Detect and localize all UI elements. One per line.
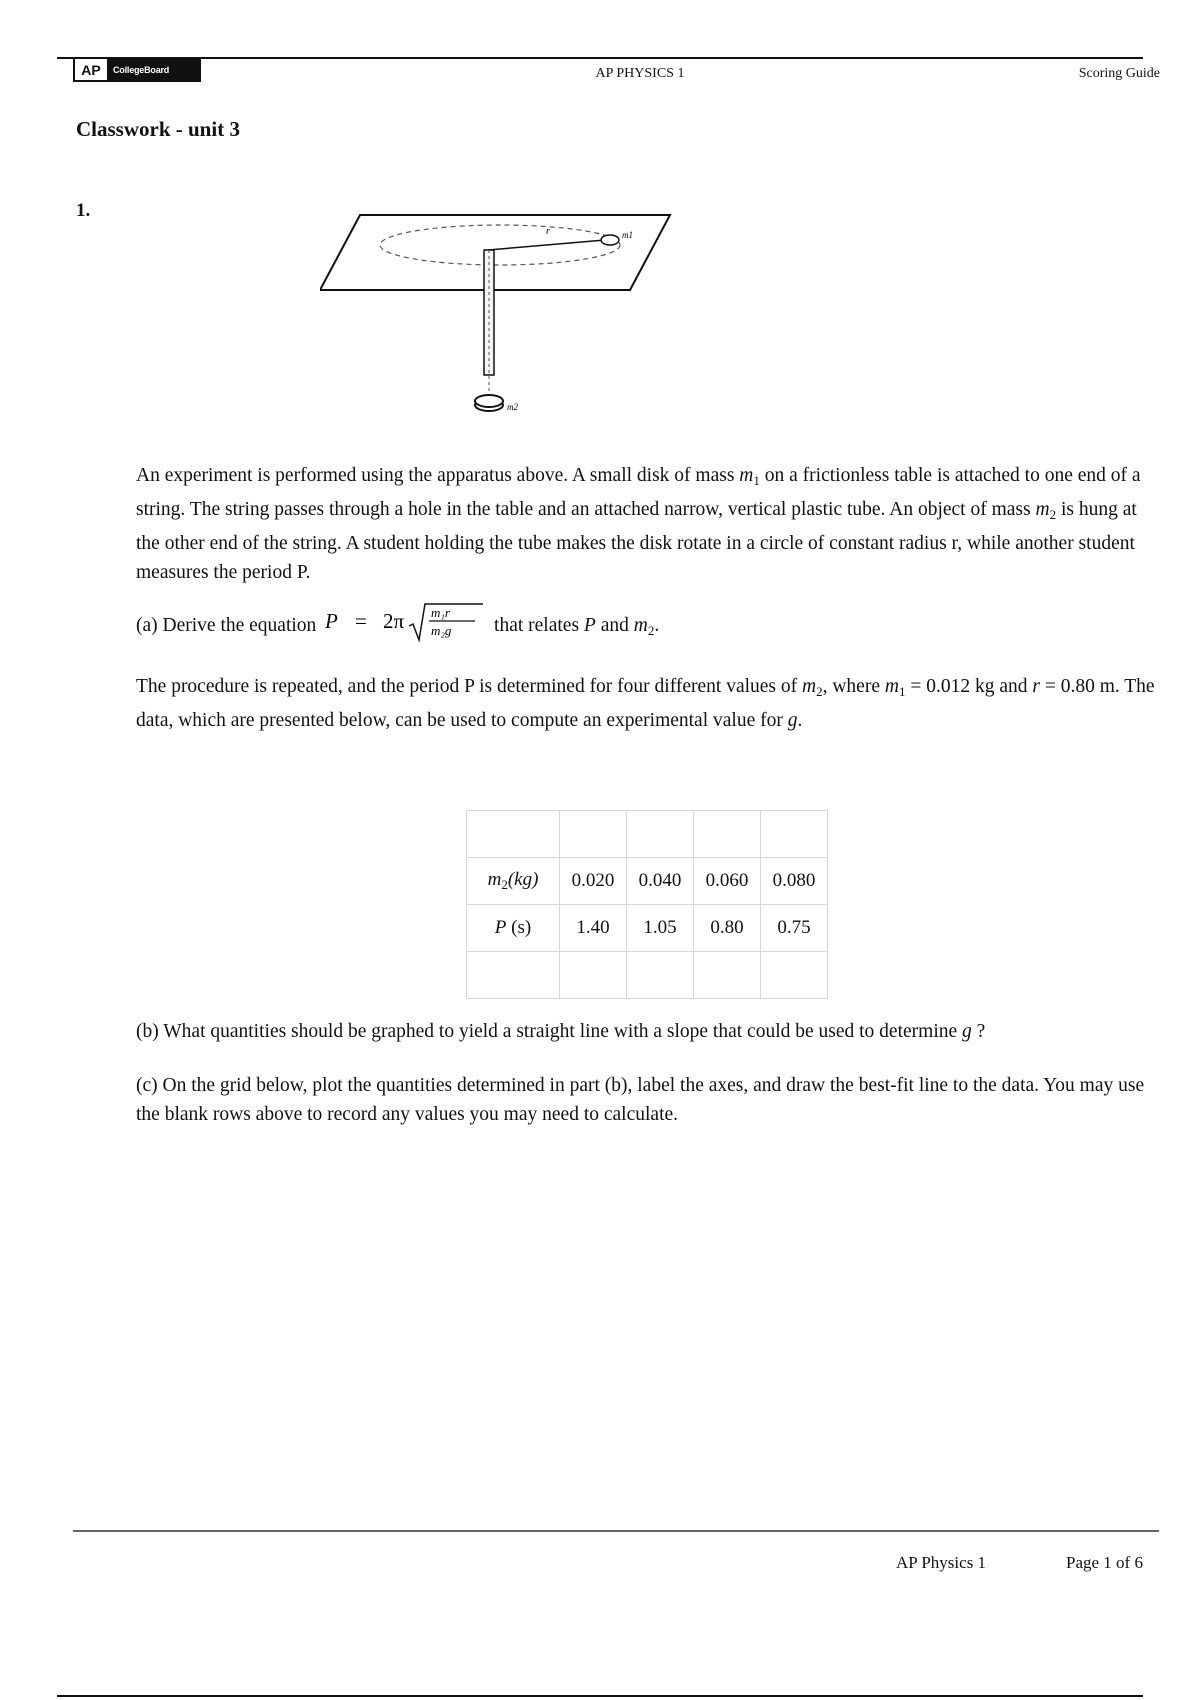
header-scoring-guide: Scoring Guide [1078, 66, 1160, 81]
footer-page-number: Page 1 of 6 [1066, 1553, 1143, 1572]
ap-collegeboard-logo [73, 57, 201, 82]
footer-course: AP Physics 1 [896, 1553, 987, 1572]
table-cell: 0.060 [694, 858, 761, 905]
svg-text:m₁r: m₁r [431, 605, 451, 620]
svg-text:m₂g: m₂g [431, 623, 452, 638]
svg-text:2π: 2π [383, 609, 405, 633]
disk-m1 [601, 235, 619, 245]
svg-text:P: P [325, 609, 338, 633]
label-m2: m2 [507, 402, 518, 412]
table-cell: 0.80 [694, 905, 761, 952]
part-c: (c) On the grid below, plot the quantities determined in part (b), label the axes, and draw the best-fit line to the data. You may use the blank rows above to record any values you may need to calculate. [136, 1075, 1145, 1125]
table-cell: 0.75 [761, 905, 828, 952]
table-row-blank-bottom [467, 952, 828, 999]
period-row-label: P (s) [467, 905, 560, 952]
table-cell: 1.05 [627, 905, 694, 952]
intro-paragraph: An experiment is performed using the apparatus above. A small disk of mass $m_1$ on a frictionless table is attached to one end of a string. The string passes through a hole in the table and an attached narrow, vertical plastic tube. An object of mass $m_2$ is hung at the other end of the string. A student holding the tube makes the disk rotate in a circle of constant radius r, while another student measures the period P. [136, 465, 1141, 583]
header-course: AP PHYSICS 1 [595, 66, 685, 81]
period-equation [325, 600, 485, 653]
table-row-period [467, 905, 828, 952]
m2-row-label: $m_2(kg)$ [467, 858, 560, 905]
table-cell: 0.080 [761, 858, 828, 905]
footer-rule [73, 1530, 1159, 1532]
table-row-m2 [467, 858, 828, 905]
part-b: (b) What quantities should be graphed to yield a straight line with a slope that could be used to determine g ? [136, 1021, 986, 1042]
logo-collegeboard: CollegeBoard [107, 59, 199, 80]
part-a: (a) Derive the equation P = 2π m₁r m₂g that relates P and $m_2$. [136, 600, 1156, 653]
table-row-blank-top [467, 811, 828, 858]
svg-text:=: = [355, 609, 368, 633]
apparatus-diagram [320, 205, 680, 425]
table-cell: 0.040 [627, 858, 694, 905]
table-cell: 1.40 [560, 905, 627, 952]
header-rule [57, 57, 1143, 59]
page-title: Classwork - unit 3 [76, 117, 240, 141]
label-r: r [546, 226, 550, 237]
table-surface [320, 215, 670, 290]
data-table [466, 810, 828, 999]
table-cell: 0.020 [560, 858, 627, 905]
logo-ap: AP [75, 59, 107, 80]
label-m1: m1 [622, 230, 633, 240]
question-number: 1. [76, 200, 91, 221]
page-bottom-rule [57, 1695, 1143, 1697]
procedure-paragraph: The procedure is repeated, and the period P is determined for four different values of $m_2$, where $m_1 = 0.012$ kg and r = 0.80 m. The data, which are presented below, can be used to compute an experimental value for g. [136, 676, 1155, 731]
